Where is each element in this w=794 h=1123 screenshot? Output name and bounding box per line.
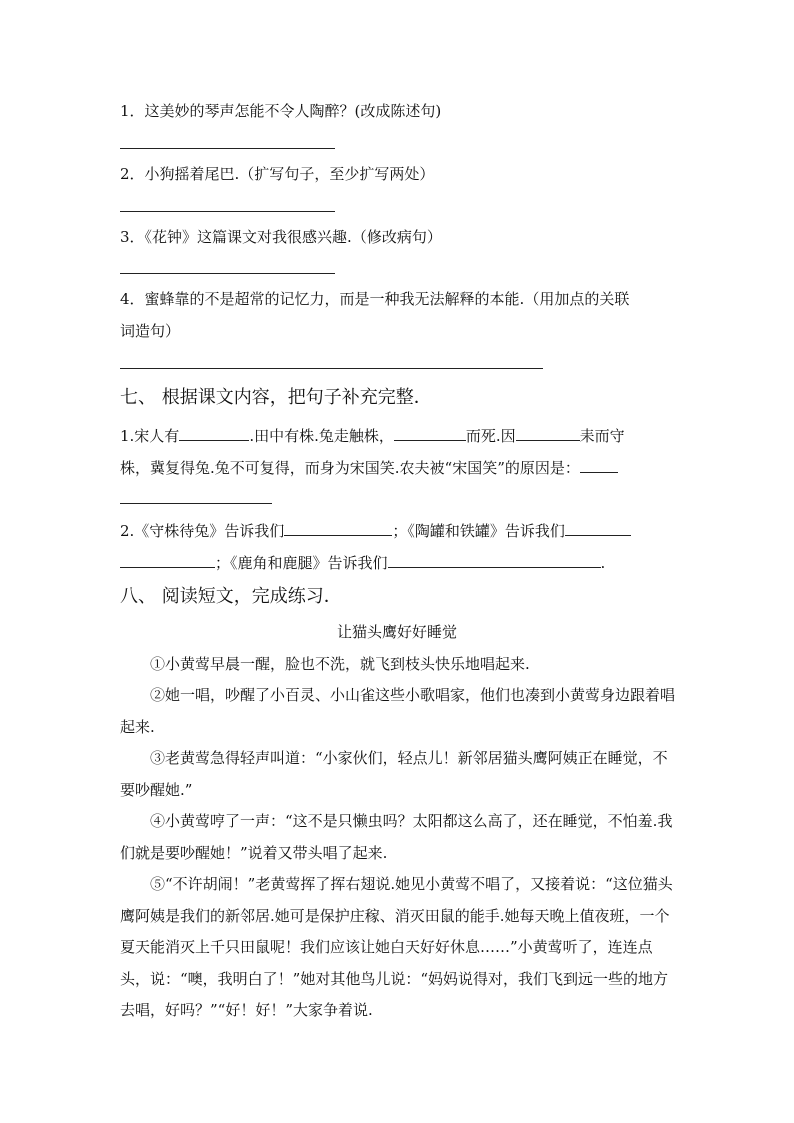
- passage-paragraph-2: ②她一唱，吵醒了小百灵、小山雀这些小歌唱家，他们也凑到小黄莺身边跟着唱起来.: [120, 686, 676, 736]
- item-2-text-d: .: [600, 554, 606, 572]
- section-7-item-2-line-1: [120, 519, 631, 541]
- blank-2[interactable]: [394, 424, 466, 441]
- blank-4-continuation[interactable]: [120, 503, 272, 504]
- blank-6-continuation[interactable]: [120, 551, 215, 568]
- section-7-item-1-line-2: [120, 456, 618, 478]
- passage-paragraph-4: ④小黄莺哼了一声：“这不是只懒虫吗？太阳都这么高了，还在睡觉，不怕羞.我们就是要吵醒她！”说着又带头唱了起来.: [120, 812, 673, 862]
- blank-5[interactable]: [284, 519, 392, 536]
- blank-1[interactable]: [179, 424, 249, 441]
- item-2-text-c: ；《鹿角和鹿腿》告诉我们: [215, 554, 388, 572]
- blank-6[interactable]: [565, 519, 631, 536]
- answer-line-4[interactable]: [120, 368, 543, 369]
- passage-paragraph-3: ③老黄莺急得轻声叫道：“小家伙们，轻点儿！新邻居猫头鹰阿姨正在睡觉，不要吵醒她.”: [120, 749, 668, 799]
- blank-7[interactable]: [388, 551, 601, 568]
- item-1-text-line2: 株，冀复得兔.兔不可复得，而身为宋国笑.农夫被“宋国笑”的原因是：: [120, 459, 580, 477]
- question-1: 1．这美妙的琴声怎能不令人陶醉？(改成陈述句): [120, 102, 442, 120]
- section-7-item-1-line-1: [120, 424, 625, 446]
- passage-paragraph-1: ①小黄莺早晨一醒，脸也不洗，就飞到枝头快乐地唱起来.: [150, 655, 530, 673]
- item-2-text-b: ；《陶罐和铁罐》告诉我们: [392, 522, 565, 540]
- item-1-text-d: 耒而守: [579, 427, 625, 445]
- blank-3[interactable]: [516, 424, 580, 441]
- answer-line-1[interactable]: [120, 148, 335, 149]
- question-2: 2．小狗摇着尾巴.（扩写句子，至少扩写两处）: [120, 165, 435, 183]
- answer-line-2[interactable]: [120, 211, 335, 212]
- question-3: 3．《花钟》这篇课文对我很感兴趣.（修改病句）: [120, 228, 442, 246]
- item-1-text-c: 而死.因: [465, 427, 516, 445]
- passage-title: 让猫头鹰好好睡觉: [336, 623, 457, 641]
- blank-4[interactable]: [580, 456, 618, 473]
- item-2-text-a: 2.《守株待兔》告诉我们: [120, 522, 285, 540]
- item-1-text-a: 1.宋人有: [120, 427, 180, 445]
- section-7-item-2-line-2: [120, 551, 605, 573]
- answer-line-3[interactable]: [120, 273, 335, 274]
- passage-paragraph-5: ⑤“不许胡闹！”老黄莺挥了挥右翅说.她见小黄莺不唱了，又接着说：“这位猫头鹰阿姨是我们的新邻居.她可是保护庄稼、消灭田鼠的能手.她每天晚上值夜班，一个夏天能消灭上千只田鼠呢！我们应该让她白天好好休息……”小黄莺听了，连连点头，说：“噢，我明白了！”她对其他鸟儿说：“妈妈说得对，我们飞到远一些的地方去唱，好吗？”“好！好！”大家争着说.: [120, 875, 673, 1019]
- question-4-line-1: 4．蜜蜂靠的不是超常的记忆力，而是一种我无法解释的本能.（用加点的关联: [120, 290, 630, 308]
- section-8-heading: 八、 阅读短文，完成练习．: [120, 586, 342, 607]
- question-4-line-2: 词造句）: [120, 322, 181, 340]
- item-1-text-b: .田中有株.兔走触株，: [249, 427, 394, 445]
- section-7-heading: 七、 根据课文内容，把句子补充完整．: [120, 387, 432, 408]
